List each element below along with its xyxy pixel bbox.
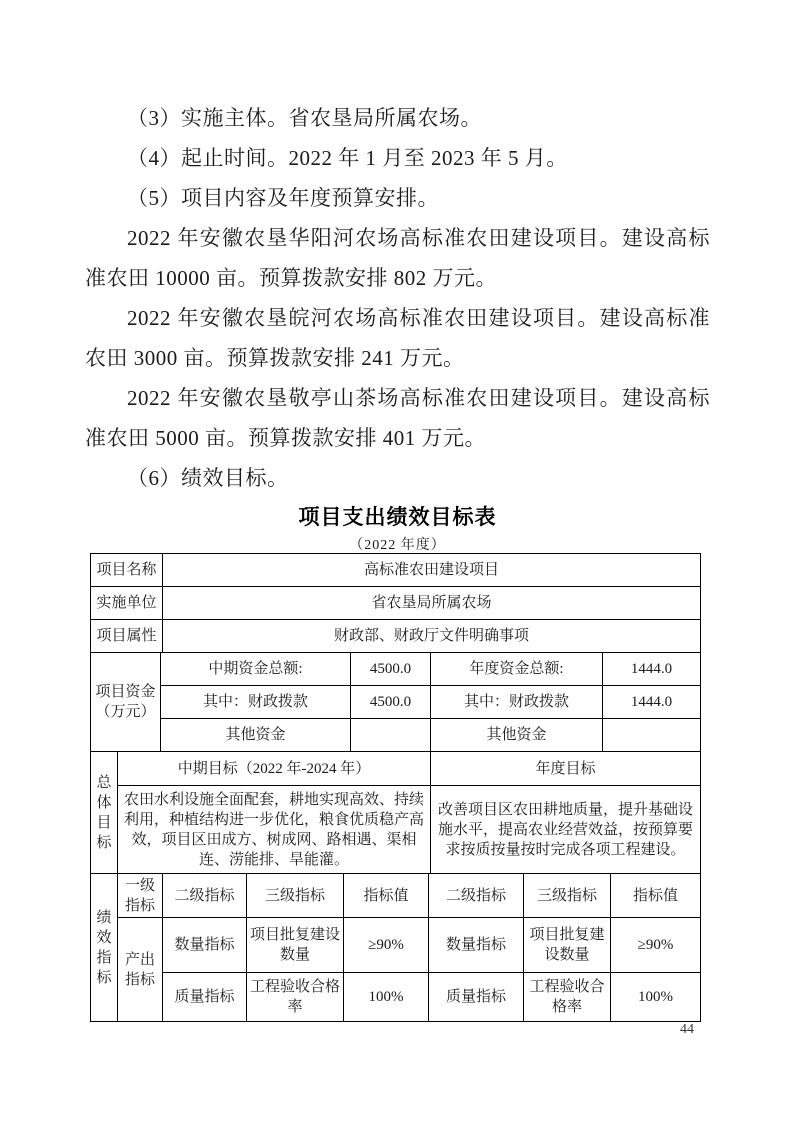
funds-mid-fiscal-label: 其中：财政拨款	[161, 686, 351, 719]
quality-value-annual: 100%	[611, 973, 701, 1022]
paragraph-3: （3）实施主体。省农垦局所属农场。	[127, 106, 482, 130]
paragraph-5: （5）项目内容及年度预算安排。	[127, 186, 439, 210]
level2-header-annual: 二级指标	[429, 874, 524, 918]
document-content	[85, 98, 710, 1022]
level2-header-mid: 二级指标	[163, 874, 247, 918]
info-label-implementing-unit: 实施单位	[91, 587, 163, 620]
level1-output-label: 产出指标	[118, 918, 163, 1022]
funds-annual-other-value	[603, 719, 701, 752]
funds-mid-fiscal-value: 4500.0	[351, 686, 431, 719]
table-row	[91, 874, 701, 918]
level3-header-mid: 三级指标	[247, 874, 344, 918]
table-row	[91, 653, 701, 686]
table-row	[91, 973, 701, 1022]
level3-header-annual: 三级指标	[524, 874, 611, 918]
annual-goal-text: 改善项目区农田耕地质量，提升基础设施水平，提高农业经营效益，按预算要求按质按量按时完成各项工程建设。	[431, 786, 701, 874]
table-row	[91, 686, 701, 719]
quantity-l3-annual: 项目批复建设数量	[524, 918, 611, 973]
table-row	[91, 719, 701, 752]
info-value-project-attribute: 财政部、财政厅文件明确事项	[163, 620, 701, 653]
paragraph-project-jingtingshan: 2022 年安徽农垦敬亭山茶场高标准农田建设项目。建设高标准农田 5000 亩。预算拨款安排 401 万元。	[85, 386, 710, 450]
paragraph-6: （6）绩效目标。	[127, 466, 289, 490]
funds-annual-total-label: 年度资金总额:	[431, 653, 603, 686]
paragraph-4: （4）起止时间。2022 年 1 月至 2023 年 5 月。	[127, 146, 568, 170]
info-label-project-name: 项目名称	[91, 554, 163, 587]
info-value-implementing-unit: 省农垦局所属农场	[163, 587, 701, 620]
value-header-mid: 指标值	[344, 874, 429, 918]
funds-annual-other-label: 其他资金	[431, 719, 603, 752]
quality-value-mid: 100%	[344, 973, 429, 1022]
funds-mid-other-label: 其他资金	[161, 719, 351, 752]
funds-section-label: 项目资金（万元）	[91, 653, 161, 752]
quantity-indicator-annual: 数量指标	[429, 918, 524, 973]
quantity-l3-mid: 项目批复建设数量	[247, 918, 344, 973]
page-number: 44	[680, 1022, 694, 1037]
quality-l3-mid: 工程验收合格率	[247, 973, 344, 1022]
paragraph-project-wanhe: 2022 年安徽农垦皖河农场高标准农田建设项目。建设高标准农田 3000 亩。预算拨款安排 241 万元。	[85, 306, 710, 370]
info-label-project-attribute: 项目属性	[91, 620, 163, 653]
quantity-value-annual: ≥90%	[611, 918, 701, 973]
funds-mid-total-label: 中期资金总额:	[161, 653, 351, 686]
overall-goal-table	[90, 751, 701, 874]
table-row	[91, 786, 701, 874]
annual-goal-header: 年度目标	[431, 752, 701, 786]
quantity-indicator-mid: 数量指标	[163, 918, 247, 973]
mid-goal-text: 农田水利设施全面配套，耕地实现高效、持续利用，种植结构进一步优化，粮食优质稳产高效，项目区田成方、树成网、路相遇、渠相连、涝能排、旱能灌。	[118, 786, 431, 874]
quality-indicator-annual: 质量指标	[429, 973, 524, 1022]
overall-goal-section-label: 总体目标	[91, 752, 118, 874]
mid-goal-header: 中期目标（2022 年-2024 年）	[118, 752, 431, 786]
table-row	[91, 554, 701, 587]
table-row	[91, 620, 701, 653]
value-header-annual: 指标值	[611, 874, 701, 918]
funds-mid-other-value	[351, 719, 431, 752]
level1-header: 一级指标	[118, 874, 163, 918]
quality-l3-annual: 工程验收合格率	[524, 973, 611, 1022]
funds-annual-fiscal-value: 1444.0	[603, 686, 701, 719]
funds-annual-fiscal-label: 其中：财政拨款	[431, 686, 603, 719]
table-row	[91, 918, 701, 973]
paragraph-project-huayanghe: 2022 年安徽农垦华阳河农场高标准农田建设项目。建设高标准农田 10000 亩。预算拨款安排 802 万元。	[85, 226, 710, 290]
quality-indicator-mid: 质量指标	[163, 973, 247, 1022]
info-value-project-name: 高标准农田建设项目	[163, 554, 701, 587]
performance-section-label: 绩效指标	[91, 874, 118, 1022]
project-funds-table	[90, 652, 701, 752]
table-subtitle: （2022 年度）	[349, 538, 446, 553]
table-row	[91, 752, 701, 786]
project-info-table	[90, 553, 701, 653]
table-row	[91, 587, 701, 620]
quantity-value-mid: ≥90%	[344, 918, 429, 973]
funds-mid-total-value: 4500.0	[351, 653, 431, 686]
performance-indicators-table	[90, 873, 701, 1022]
table-title: 项目支出绩效目标表	[298, 506, 497, 529]
funds-annual-total-value: 1444.0	[603, 653, 701, 686]
